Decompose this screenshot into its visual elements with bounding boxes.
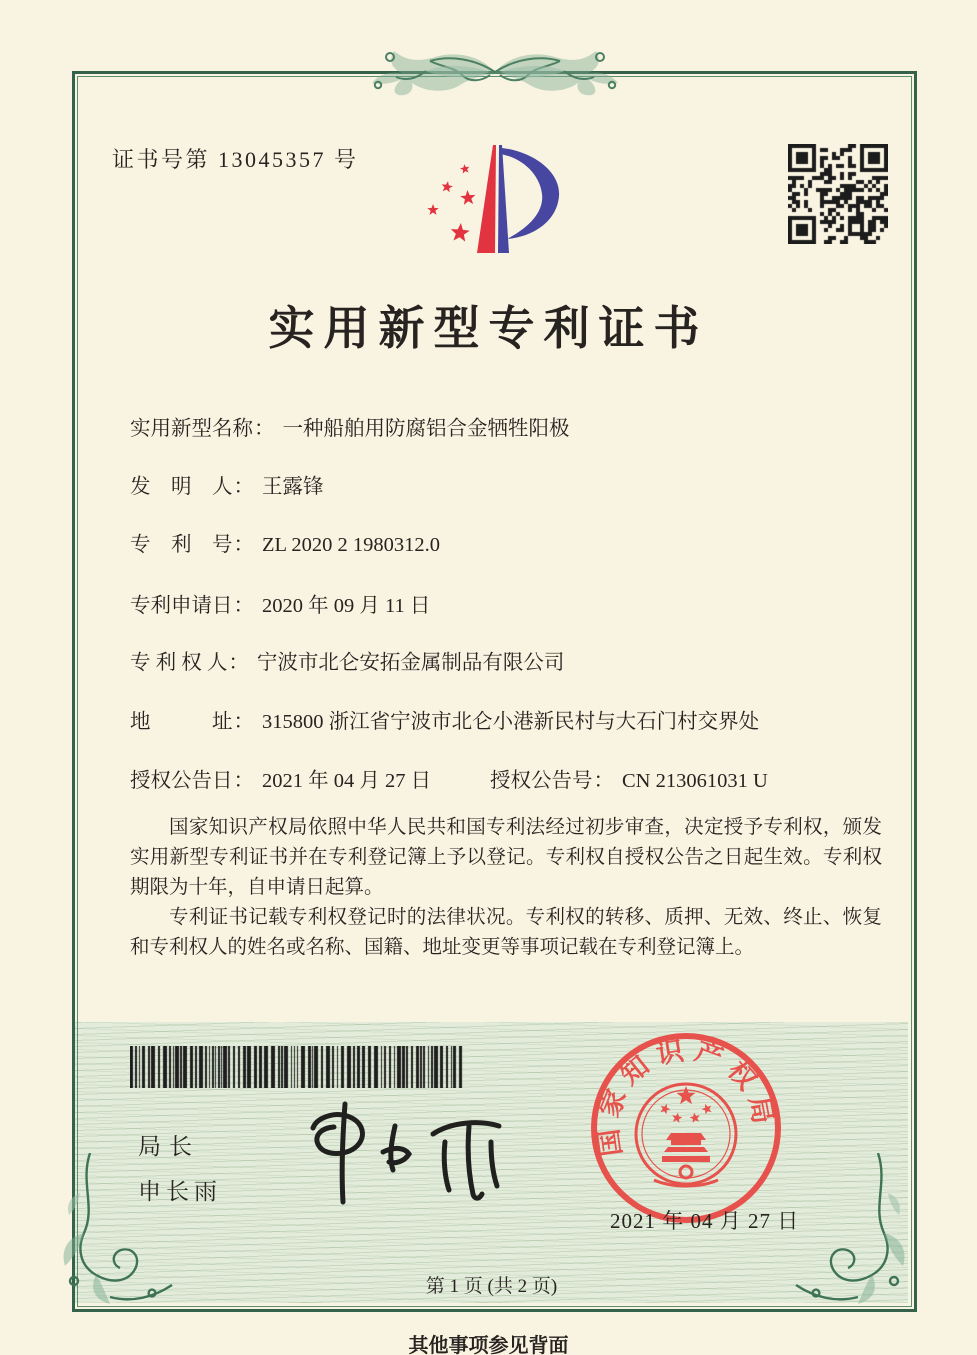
field-value: 2021 年 04 月 27 日 [262, 770, 432, 792]
field-colon: ： [233, 595, 254, 617]
body-paragraph: 专利证书记载专利权登记时的法律状况。专利权的转移、质押、无效、终止、恢复和专利权人的姓名或名称、国籍、地址变更等事项记载在专利登记簿上。 [130, 907, 882, 958]
field-row-name [130, 411, 570, 441]
field-label: 专 利 号 [130, 534, 233, 556]
field-row-patentee [130, 645, 564, 675]
handwritten-signature [283, 1096, 513, 1208]
field-colon: ： [228, 652, 249, 674]
seal-date: 2021 年 04 月 27 日 [610, 1209, 800, 1233]
field-value: 王露锋 [262, 476, 324, 498]
field-row-inventor [130, 469, 324, 499]
national-emblem-red-seal-icon [586, 1028, 786, 1228]
field-colon: ： [233, 711, 254, 733]
field-value: CN 213061031 U [622, 770, 768, 792]
legal-text-block [130, 813, 882, 963]
field-label: 授权公告日 [130, 770, 233, 792]
barcode [130, 1046, 466, 1088]
field-label: 专 利 权 人 [130, 652, 228, 674]
field-colon: ： [233, 476, 254, 498]
field-label: 专利申请日 [130, 595, 233, 617]
field-label: 授权公告号 [490, 770, 593, 792]
field-value: 2020 年 09 月 11 日 [262, 595, 431, 617]
field-value: 315800 浙江省宁波市北仑小港新民村与大石门村交界处 [262, 711, 760, 733]
field-value: 宁波市北仑安拓金属制品有限公司 [256, 652, 565, 674]
field-label: 实用新型名称 [130, 418, 253, 440]
qr-code [788, 144, 888, 244]
field-value: ZL 2020 2 1980312.0 [262, 534, 441, 556]
floral-ornament-icon [350, 45, 640, 99]
field-colon: ： [254, 418, 275, 440]
field-colon: ： [233, 534, 254, 556]
body-paragraph: 国家知识产权局依照中华人民共和国专利法经过初步审查，决定授予专利权，颁发实用新型专利证书并在专利登记簿上予以登记。专利权自授权公告之日起生效。专利权期限为十年，自申请日起算。 [130, 817, 882, 898]
certificate-title: 实用新型专利证书 [268, 303, 709, 354]
field-label: 发 明 人 [130, 476, 233, 498]
page-indicator: 第 1 页 (共 2 页) [425, 1276, 558, 1297]
field-colon: ： [233, 770, 254, 792]
field-value: 一种船舶用防腐铝合金牺牲阳极 [282, 418, 570, 440]
field-row-patent-number [130, 527, 440, 557]
field-row-filing-date [130, 588, 430, 618]
director-title: 局长 [138, 1134, 200, 1159]
seal-agency-text: 国家知识产权局 [592, 1034, 780, 1159]
field-row-grant [130, 763, 768, 793]
field-colon: ： [593, 770, 614, 792]
national-emblem [636, 1084, 736, 1186]
field-label: 地 址 [130, 711, 233, 733]
field-pair-grant-number [490, 763, 768, 793]
director-name: 申长雨 [138, 1179, 222, 1204]
certificate-number: 证书号第 13045357 号 [112, 147, 359, 172]
field-row-address [130, 704, 759, 734]
back-note: 其他事项参见背面 [408, 1335, 569, 1355]
cnipa-patent-logo-icon [420, 138, 575, 258]
